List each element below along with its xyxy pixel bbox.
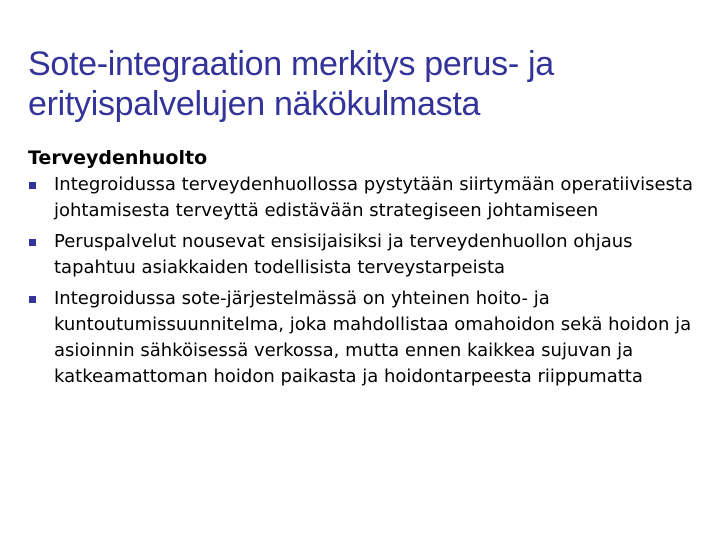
slide-title: Sote-integraation merkitys perus- ja erityispalvelujen näkökulmasta <box>28 45 554 123</box>
square-bullet-icon <box>29 296 36 303</box>
section-heading: Terveydenhuolto <box>28 147 208 169</box>
bullet-text: Integroidussa sote-järjestelmässä on yhteinen hoito- ja kuntoutumissuunnitelma, joka mahdollistaa omahoidon sekä hoidon ja asioinnin sähköisessä verkossa, mutta ennen kaikkea sujuvan ja katkeamattoman hoidon paikasta ja hoidontarpeesta riippumatta <box>54 288 692 387</box>
bullet-item <box>28 229 710 281</box>
bullet-item <box>28 172 710 224</box>
square-bullet-icon <box>29 239 36 246</box>
slide-content <box>28 144 710 390</box>
square-bullet-icon <box>29 182 36 189</box>
bullet-item <box>28 286 710 390</box>
bullet-list <box>28 172 710 390</box>
bullet-text: Integroidussa terveydenhuollossa pystytään siirtymään operatiivisesta johtamisesta terveyttä edistävään strategiseen johtamiseen <box>54 174 694 221</box>
bullet-text: Peruspalvelut nousevat ensisijaisiksi ja terveydenhuollon ohjaus tapahtuu asiakkaiden todellisista terveystarpeista <box>54 231 633 278</box>
